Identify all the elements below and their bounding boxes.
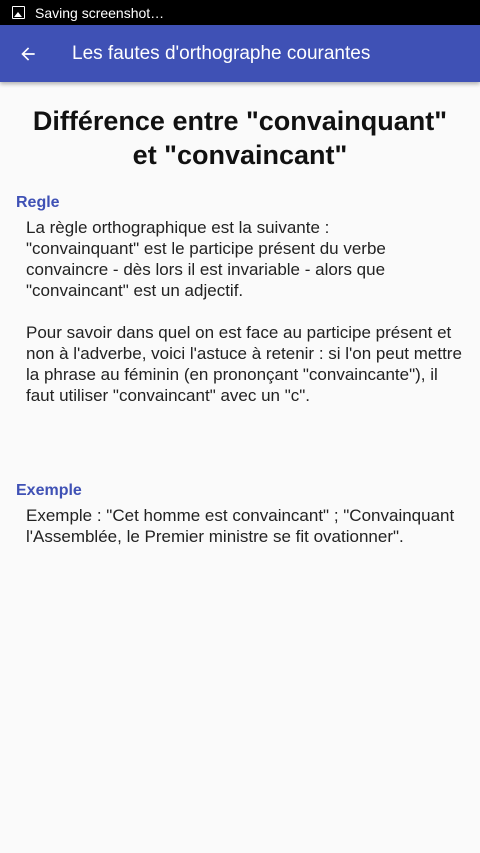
article-content bbox=[0, 104, 480, 547]
section-label: Exemple bbox=[16, 482, 82, 499]
arrow-left-icon bbox=[18, 44, 38, 64]
section-exemple bbox=[16, 482, 464, 547]
section-text: Exemple : "Cet homme est convaincant" ; "Convainquant l'Assemblée, le Premier ministre se fit ovationner". bbox=[26, 506, 455, 546]
app-title: Les fautes d'orthographe courantes bbox=[72, 42, 371, 64]
status-text: Saving screenshot… bbox=[35, 4, 165, 21]
section-text: La règle orthographique est la suivante : "convainquant" est le participe présent du verbe convaincre - dès lors il est invariable - alors que "convaincant" est un adjectif. Pour savoir dans quel on est face au participe présent et non à l'adverbe, voici l'astuce à retenir : si l'on peut mettre la phrase au féminin (en prononçant "convaincante"), il faut utiliser "convaincant" avec un "c". bbox=[26, 218, 462, 405]
back-button[interactable] bbox=[0, 25, 56, 82]
status-bar bbox=[0, 0, 480, 25]
app-bar bbox=[0, 25, 480, 82]
section-regle bbox=[16, 194, 464, 406]
image-icon bbox=[12, 6, 25, 19]
page-title: Différence entre "convainquant" et "convaincant" bbox=[32, 106, 448, 170]
section-label: Regle bbox=[16, 194, 60, 211]
